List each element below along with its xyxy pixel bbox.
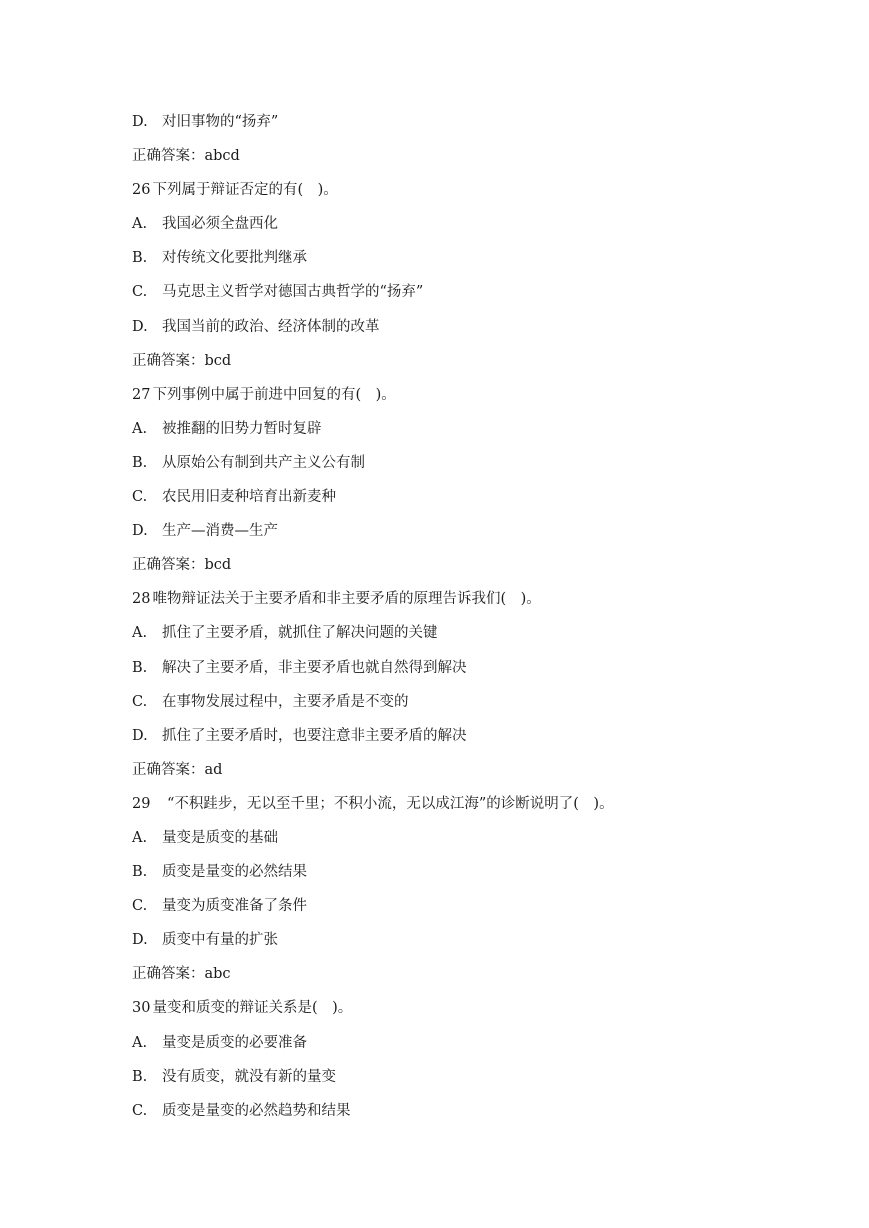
question-number: 30 — [132, 1000, 151, 1017]
option-line — [132, 923, 832, 957]
question-text: 下列事例中属于前进中回复的有( )。 — [152, 386, 396, 403]
option-letter: A. — [132, 216, 148, 233]
answer-label: 正确答案： — [132, 761, 205, 778]
option-letter: B. — [132, 659, 148, 676]
answer-line — [132, 344, 832, 378]
option-line — [132, 1060, 832, 1094]
option-text: 我国当前的政治、经济体制的改革 — [162, 318, 380, 335]
option-text: 在事物发展过程中，主要矛盾是不变的 — [162, 693, 409, 710]
option-text: 我国必须全盘西化 — [162, 216, 278, 233]
question-stem — [132, 378, 832, 412]
option-letter: D. — [132, 318, 148, 335]
option-letter: D. — [132, 932, 148, 949]
answer-line — [132, 753, 832, 787]
option-letter: C. — [132, 1102, 148, 1119]
question-text: “不积跬步，无以至千里；不积小流，无以成江海”的诊断说明了( )。 — [152, 795, 614, 812]
answer-line — [132, 548, 832, 582]
answer-label: 正确答案： — [132, 557, 205, 574]
option-letter: B. — [132, 1068, 148, 1085]
question-stem — [132, 991, 832, 1025]
option-line — [132, 1026, 832, 1060]
answer-label: 正确答案： — [132, 966, 205, 983]
option-text: 从原始公有制到共产主义公有制 — [162, 454, 365, 471]
option-letter: C. — [132, 489, 148, 506]
question-stem — [132, 173, 832, 207]
option-letter: A. — [132, 1034, 148, 1051]
answer-label: 正确答案： — [132, 352, 205, 369]
option-line — [132, 207, 832, 241]
option-line — [132, 855, 832, 889]
option-letter: C. — [132, 693, 148, 710]
question-number: 28 — [132, 591, 151, 608]
option-text: 解决了主要矛盾，非主要矛盾也就自然得到解决 — [162, 659, 467, 676]
question-number: 27 — [132, 386, 151, 403]
option-text: 质变是量变的必然趋势和结果 — [162, 1102, 351, 1119]
option-text: 对传统文化要批判继承 — [162, 250, 307, 267]
option-letter: B. — [132, 250, 148, 267]
option-text: 被推翻的旧势力暂时复辟 — [162, 420, 322, 437]
option-text: 质变是量变的必然结果 — [162, 864, 307, 881]
option-letter: A. — [132, 420, 148, 437]
answer-label: 正确答案： — [132, 148, 205, 165]
option-text: 抓住了主要矛盾时，也要注意非主要矛盾的解决 — [162, 727, 467, 744]
option-letter: D. — [132, 727, 148, 744]
question-text: 量变和质变的辩证关系是( )。 — [152, 1000, 353, 1017]
option-text: 抓住了主要矛盾，就抓住了解决问题的关键 — [162, 625, 438, 642]
question-text: 唯物辩证法关于主要矛盾和非主要矛盾的原理告诉我们( )。 — [152, 591, 541, 608]
option-letter: B. — [132, 454, 148, 471]
option-text: 量变是质变的必要准备 — [162, 1034, 307, 1051]
option-letter: A. — [132, 625, 148, 642]
option-letter: C. — [132, 898, 148, 915]
option-letter: D. — [132, 523, 148, 540]
option-text: 农民用旧麦种培育出新麦种 — [162, 489, 336, 506]
question-stem — [132, 582, 832, 616]
option-line — [132, 821, 832, 855]
answer-value: abcd — [204, 148, 240, 165]
option-text: 没有质变，就没有新的量变 — [162, 1068, 336, 1085]
option-line — [132, 685, 832, 719]
option-line — [132, 275, 832, 309]
option-line — [132, 651, 832, 685]
option-text: 马克思主义哲学对德国古典哲学的“扬弃” — [162, 284, 424, 301]
option-line — [132, 1094, 832, 1128]
option-text: 对旧事物的“扬弃” — [162, 114, 279, 130]
answer-line — [132, 957, 832, 991]
option-letter: D. — [132, 114, 148, 130]
option-text: 质变中有量的扩张 — [162, 932, 278, 949]
option-line — [132, 412, 832, 446]
option-text: 量变为质变准备了条件 — [162, 898, 307, 915]
question-stem — [132, 787, 832, 821]
answer-value: abc — [204, 966, 231, 983]
option-line — [132, 616, 832, 650]
document-page — [132, 105, 832, 1128]
answer-value: bcd — [204, 557, 232, 574]
option-line — [132, 310, 832, 344]
option-line — [132, 105, 832, 139]
option-line — [132, 241, 832, 275]
option-text: 生产—消费—生产 — [162, 523, 278, 540]
answer-line — [132, 139, 832, 173]
option-text: 量变是质变的基础 — [162, 829, 278, 846]
option-line — [132, 480, 832, 514]
option-line — [132, 889, 832, 923]
option-letter: B. — [132, 864, 148, 881]
answer-value: bcd — [204, 352, 232, 369]
answer-value: ad — [204, 761, 223, 778]
option-letter: A. — [132, 829, 148, 846]
option-line — [132, 446, 832, 480]
question-text: 下列属于辩证否定的有( )。 — [152, 182, 338, 199]
option-letter: C. — [132, 284, 148, 301]
question-number: 26 — [132, 182, 151, 199]
option-line — [132, 514, 832, 548]
option-line — [132, 719, 832, 753]
question-number: 29 — [132, 795, 151, 812]
